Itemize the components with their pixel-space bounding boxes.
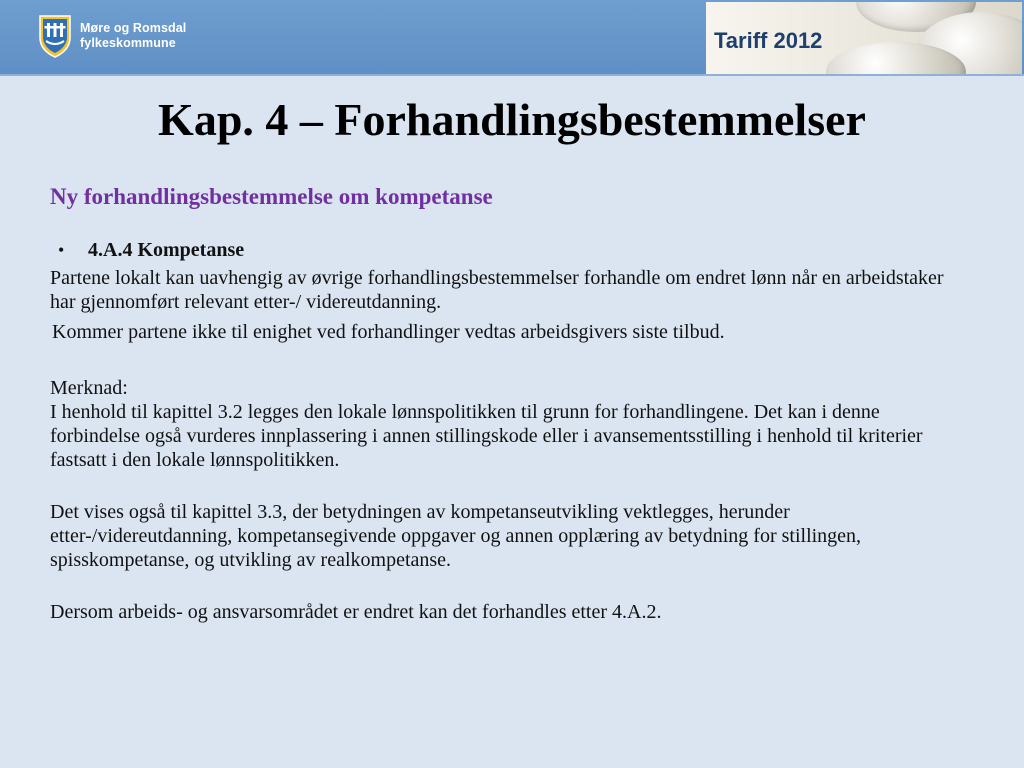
bullet-heading: 4.A.4 Kompetanse xyxy=(88,239,245,261)
tariff-label: Tariff 2012 xyxy=(714,28,823,53)
slide-title: Kap. 4 – Forhandlingsbestemmelser xyxy=(158,94,866,145)
note-label: Merknad: xyxy=(50,377,128,399)
slide-subtitle: Ny forhandlingsbestemmelse om kompetanse xyxy=(50,184,493,209)
paragraph-final-offer: Kommer partene ikke til enighet ved forhandlinger vedtas arbeidsgivers siste tilbud. xyxy=(52,321,725,343)
paragraph-chapter-3-3: Det vises også til kapittel 3.3, der betydningen av kompetanseutvikling vektlegges, herunder etter-/videreutdanning, kompetansegivende oppgaver og annen opplæring av betydning for stillingen, spisskompetanse, og utvikling av realkompetanse. xyxy=(50,501,862,571)
county-shield-icon xyxy=(38,14,72,58)
paragraph-competence-negotiation: Partene lokalt kan uavhengig av øvrige forhandlingsbestemmelser forhandle om endret lønn når en arbeidstaker har gjennomført relevant etter-/ videreutdanning. xyxy=(50,267,944,313)
tariff-badge xyxy=(706,2,1022,74)
paragraph-responsibility-change: Dersom arbeids- og ansvarsområdet er endret kan det forhandles etter 4.A.2. xyxy=(50,601,662,623)
county-name xyxy=(80,21,186,51)
county-logo xyxy=(38,14,186,58)
county-name-line1: Møre og Romsdal xyxy=(80,21,187,35)
county-name-line2: fylkeskommune xyxy=(80,36,176,50)
paragraph-chapter-3-2: I henhold til kapittel 3.2 legges den lokale lønnspolitikken til grunn for forhandlingene. Det kan i denne forbindelse også vurderes innplassering i annen stillingskode eller i avansementsstilling i henhold til kriterier fastsatt i den lokale lønnspolitikken. xyxy=(50,401,923,471)
header-bar xyxy=(0,0,1024,74)
bullet-dot: • xyxy=(58,240,65,260)
header-divider xyxy=(0,74,1024,76)
slide-body xyxy=(50,238,970,624)
bullet-item xyxy=(58,238,970,262)
